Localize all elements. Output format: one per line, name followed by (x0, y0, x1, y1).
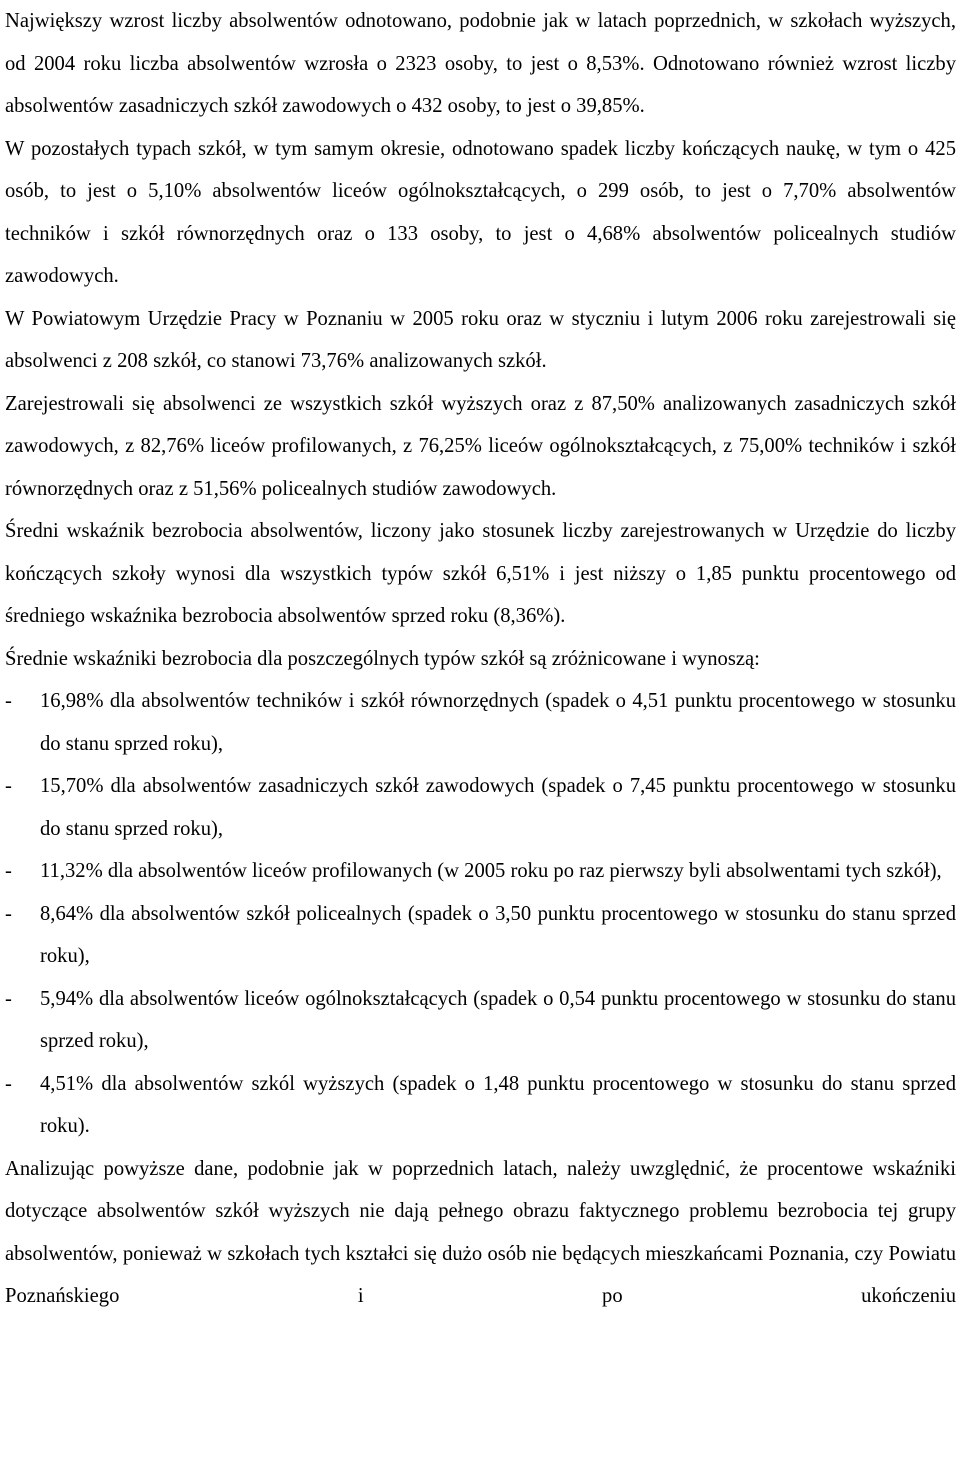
list-item (5, 680, 956, 765)
paragraph-analysis: Analizując powyższe dane, podobnie jak w poprzednich latach, należy uwzględnić, że procentowe wskaźniki dotyczące absolwentów szkół wyższych nie dają pełnego obrazu faktycznego problemu bezrobocia tej grupy absolwentów, ponieważ w szkołach tych kształci się dużo osób nie będących mieszkańcami Poznania, czy Powiatu Poznańskiego i po ukończeniu (5, 1157, 956, 1307)
list-item-text: 16,98% dla absolwentów techników i szkół równorzędnych (spadek o 4,51 punktu procentowego w stosunku do stanu sprzed roku), (40, 690, 956, 755)
paragraph-graduate-decline: W pozostałych typach szkół, w tym samym okresie, odnotowano spadek liczby kończących naukę, w tym o 425 osób, to jest o 5,10% absolwentów liceów ogólnokształcących, o 299 osób, to jest o 7,70% absolwentów techników i szkół równorzędnych oraz o 133 osoby, to jest o 4,68% absolwentów policealnych studiów zawodowych. (5, 137, 956, 287)
list-dash: - (5, 690, 12, 712)
list-item (5, 893, 956, 978)
list-item-text: 4,51% dla absolwentów szkól wyższych (spadek o 1,48 punktu procentowego w stosunku do stanu sprzed roku). (40, 1072, 956, 1137)
list-dash: - (5, 902, 12, 925)
list-item (5, 978, 956, 1063)
paragraph-average-unemployment-rate: Średni wskaźnik bezrobocia absolwentów, liczony jako stosunek liczby zarejestrowanych w Urzędzie do liczby kończących szkoły wynosi dla wszystkich typów szkół 6,51% i jest niższy o 1,85 punktu procentowego od średniego wskaźnika bezrobocia absolwentów sprzed roku (8,36%). (5, 520, 956, 627)
paragraph-labour-office-registration: W Powiatowym Urzędzie Pracy w Poznaniu w 2005 roku oraz w styczniu i lutym 2006 roku zarejestrowali się absolwenci z 208 szkół, co stanowi 73,76% analizowanych szkół. (5, 307, 956, 372)
list-item-text: 11,32% dla absolwentów liceów profilowanych (w 2005 roku po raz pierwszy byli absolwentami tych szkół), (40, 860, 942, 882)
list-dash: - (5, 860, 12, 882)
paragraph-graduate-growth: Największy wzrost liczby absolwentów odnotowano, podobnie jak w latach poprzednich, w szkołach wyższych, od 2004 roku liczba absolwentów wzrosła o 2323 osoby, to jest o 8,53%. Odnotowano również wzrost liczby absolwentów zasadniczych szkół zawodowych o 432 osoby, to jest o 39,85%. (5, 10, 956, 117)
list-item (5, 765, 956, 850)
list-item (5, 850, 956, 893)
list-item (5, 1063, 956, 1148)
list-dash: - (5, 987, 12, 1010)
list-item-text: 8,64% dla absolwentów szkół policealnych (spadek o 3,50 punktu procentowego w stosunku do stanu sprzed roku), (40, 902, 956, 967)
list-item-text: 5,94% dla absolwentów liceów ogólnokształcących (spadek o 0,54 punktu procentowego w stosunku do stanu sprzed roku), (40, 987, 956, 1052)
paragraph-registered-schools: Zarejestrowali się absolwenci ze wszystkich szkół wyższych oraz z 87,50% analizowanych zasadniczych szkół zawodowych, z 82,76% liceów profilowanych, z 76,25% liceów ogólnokształcących, z 75,00% techników i szkół równorzędnych oraz z 51,56% policealnych studiów zawodowych. (5, 392, 956, 500)
unemployment-rates-list (5, 680, 956, 1148)
list-dash: - (5, 1072, 12, 1095)
list-dash: - (5, 775, 12, 797)
list-item-text: 15,70% dla absolwentów zasadniczych szkół zawodowych (spadek o 7,45 punktu procentowego w stosunku do stanu sprzed roku), (40, 775, 956, 840)
paragraph-list-intro: Średnie wskaźniki bezrobocia dla poszczególnych typów szkół są zróżnicowane i wynoszą: (5, 647, 760, 670)
